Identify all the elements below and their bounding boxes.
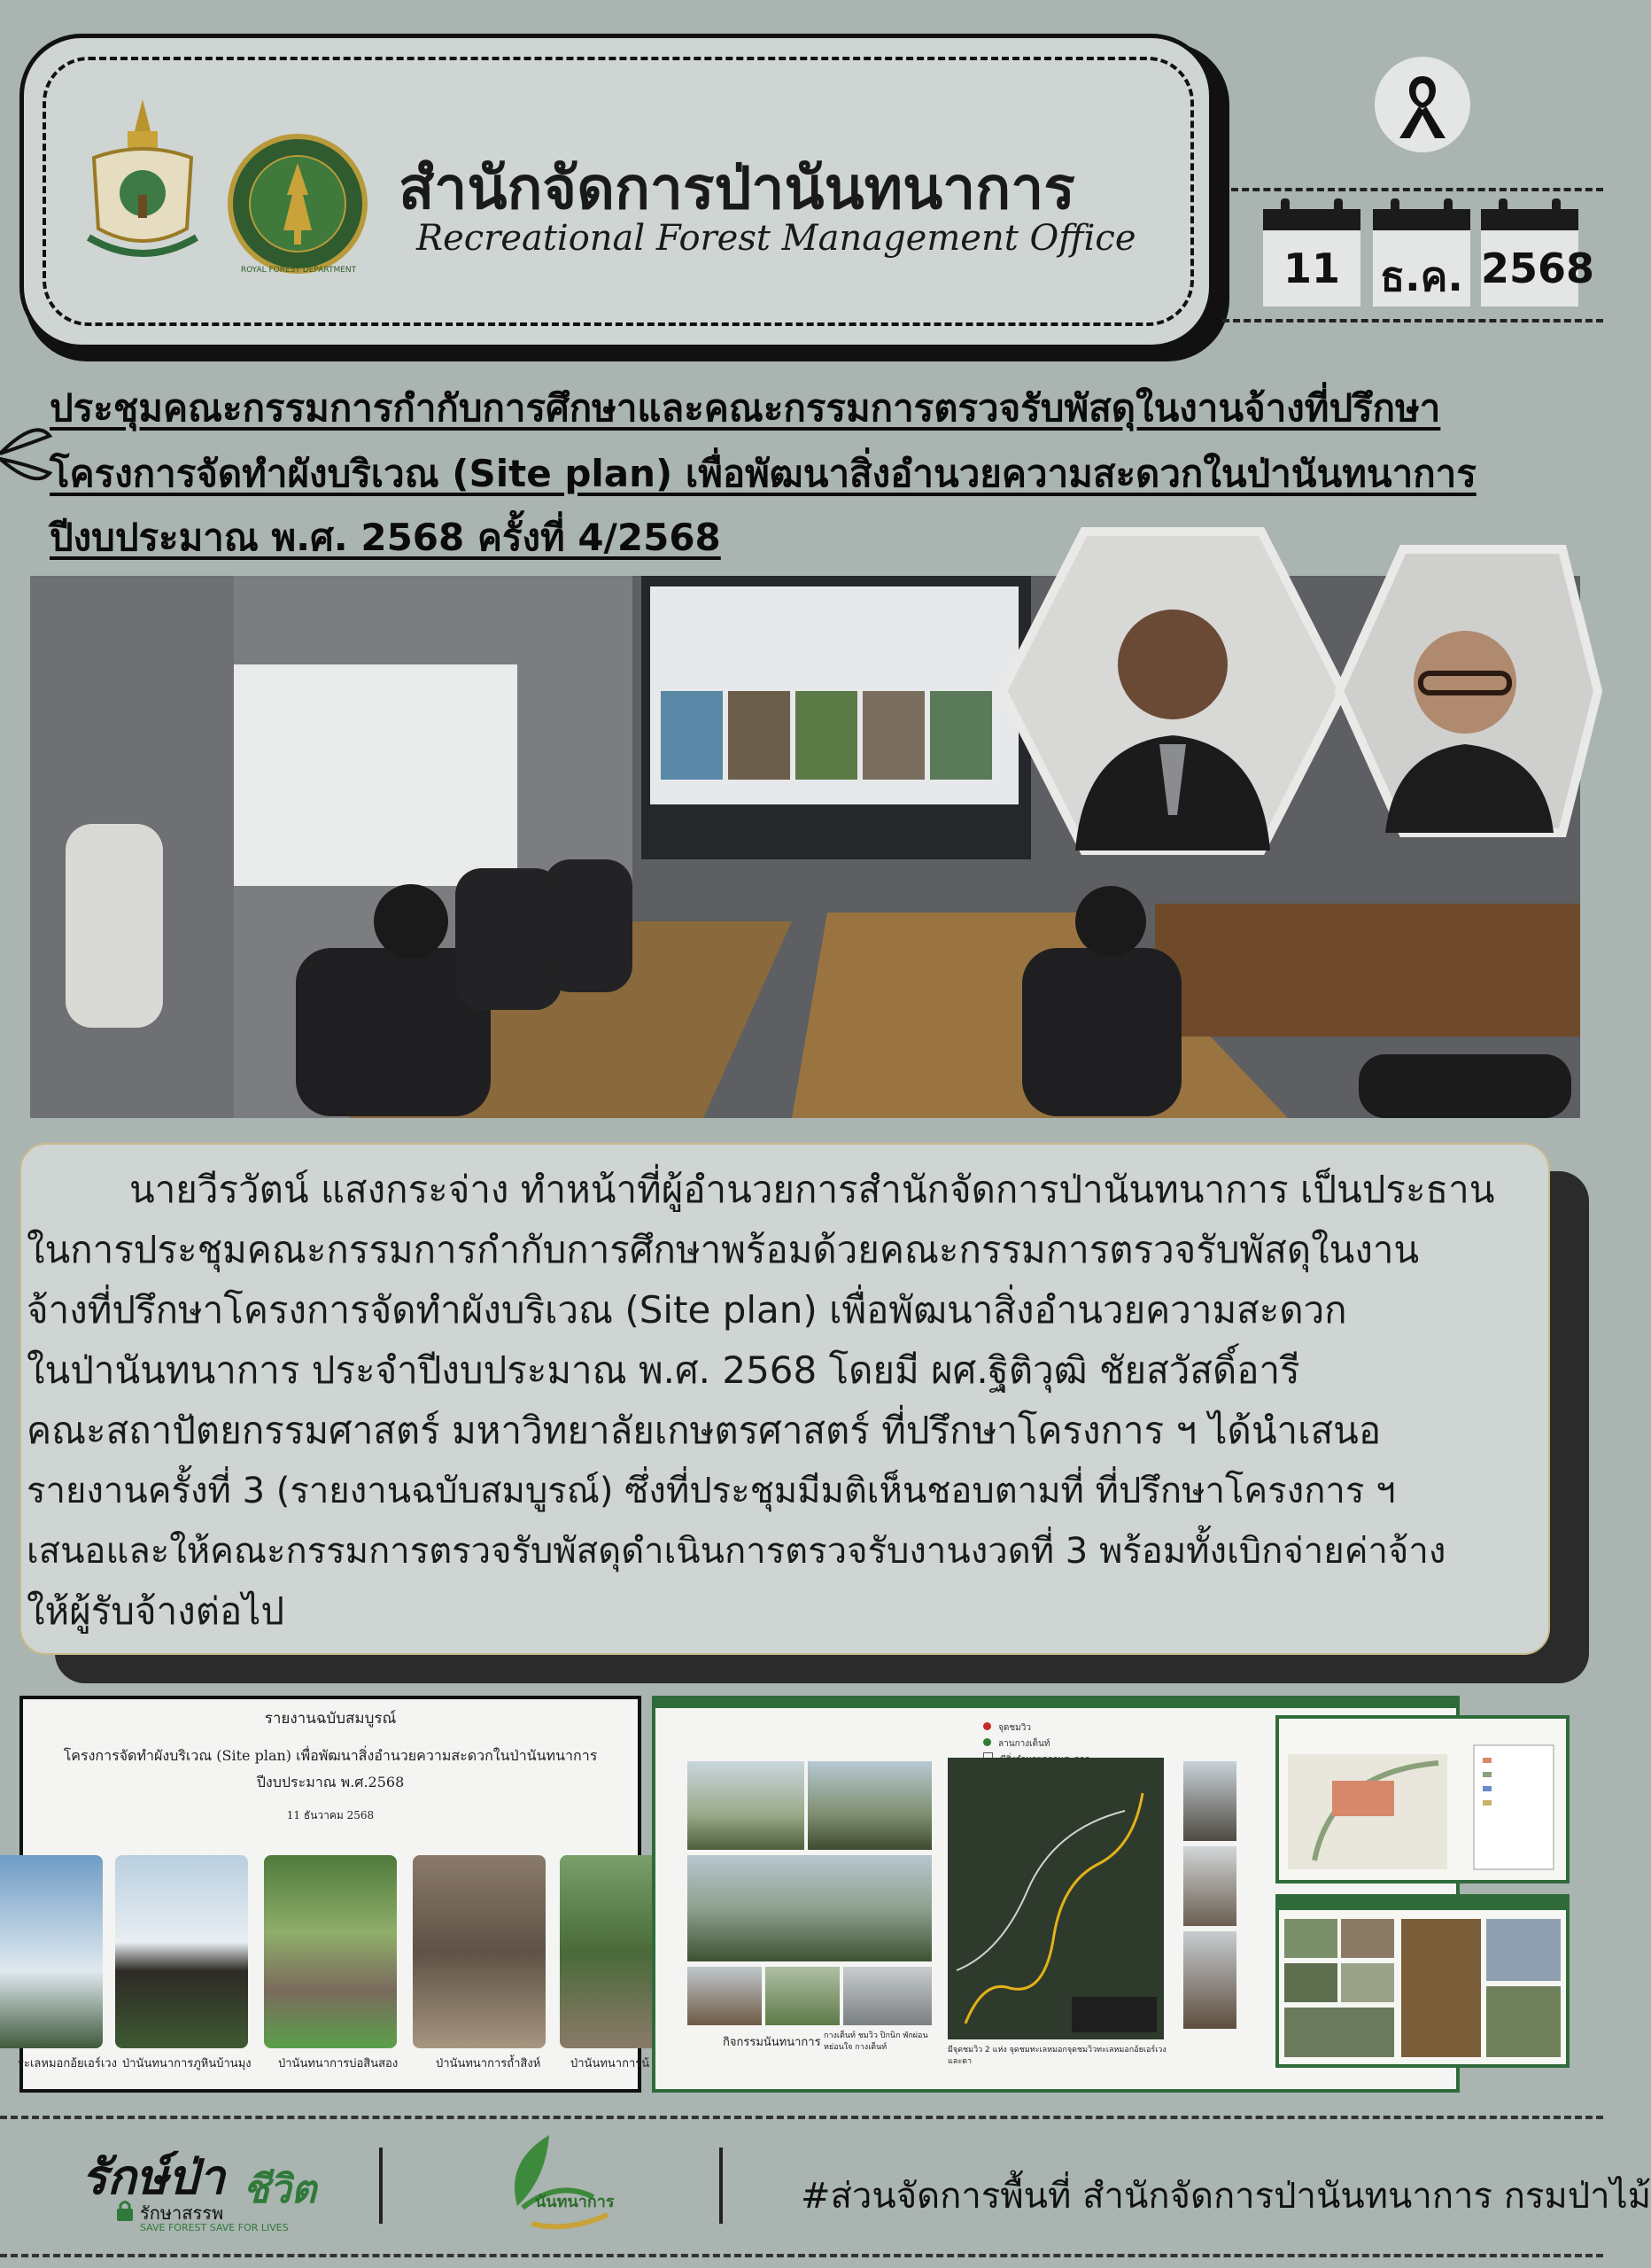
date-day-card <box>1263 209 1360 307</box>
viewpoint-photo-3 <box>687 1855 932 1961</box>
thumbnail-sea-of-mist <box>0 1855 103 2048</box>
body-line-2: ในการประชุมคณะกรรมการกำกับการศึกษาพร้อมด้วยคณะกรรมการตรวจรับพัสดุในงาน <box>27 1228 1420 1271</box>
caption-3: ป่านันทนาการบ่อสินสอง <box>278 2057 399 2070</box>
report-cover-slide <box>18 1696 650 2093</box>
nanthanakan-logo <box>496 2126 620 2241</box>
logo1-main: รักษ์ป่า <box>81 2149 225 2205</box>
photo-collage-drawing <box>1279 1898 1566 2064</box>
logo1-sub: ชีวิต <box>243 2167 317 2212</box>
meeting-photo <box>30 576 1580 1118</box>
date-month-card <box>1373 209 1470 307</box>
ministry-emblem-icon <box>76 96 209 273</box>
site-plan-drawing <box>1279 1719 1566 1880</box>
report-title-line-2: ปีงบประมาณ พ.ศ.2568 <box>256 1774 405 1790</box>
body-line-6: รายงานครั้งที่ 3 (รายงานฉบับสมบูรณ์) ซึ่งที่ประชุมมีมติเห็นชอบตามที่ ที่ปรึกษาโครงการ ฯ <box>27 1471 1396 1511</box>
leaf-decoration-icon <box>0 409 53 498</box>
camp-photo-2 <box>765 1967 840 2025</box>
rak-pa-logo <box>81 2139 338 2236</box>
logo1-tagline: SAVE FOREST SAVE FOR LIVES <box>140 2222 289 2233</box>
slide-title-bar <box>655 1699 1456 1708</box>
legend-dot-camp <box>983 1738 991 1746</box>
office-name-english: Recreational Forest Management Office <box>416 218 1136 259</box>
tower-photo-1 <box>1183 1761 1236 1841</box>
legend-viewpoint: จุดชมวิว <box>998 1723 1031 1733</box>
headline-line-2: โครงการจัดทำผังบริเวณ (Site plan) เพื่อพัฒนาสิ่งอำนวยความสะดวกในป่านันทนาการ <box>50 452 1477 495</box>
headline-line-3: ปีงบประมาณ พ.ศ. 2568 ครั้งที่ 4/2568 <box>50 516 721 559</box>
viewpoint-photo-1 <box>687 1761 804 1850</box>
consultant-portrait-image <box>1332 540 1598 842</box>
date-divider-bottom <box>1222 319 1603 322</box>
lock-icon <box>115 2199 135 2222</box>
chairman-portrait-image <box>996 523 1350 859</box>
body-line-3: จ้างที่ปรึกษาโครงการจัดทำผังบริเวณ (Site plan) เพื่อพัฒนาสิ่งอำนวยความสะดวก <box>27 1288 1347 1332</box>
footer-separator-1 <box>379 2148 383 2224</box>
caption-activity: กิจกรรมนันทนาการ <box>723 2036 821 2049</box>
date-day: 11 <box>1283 245 1340 292</box>
footer-hashtag: #ส่วนจัดการพื้นที่ สำนักจัดการป่านันทนาการ กรมป่าไม้ <box>801 2176 1651 2217</box>
mourning-ribbon-badge <box>1375 57 1470 152</box>
royal-forest-department-seal-icon <box>227 133 368 275</box>
legend-camp: ลานกางเต็นท์ <box>998 1739 1050 1749</box>
body-line-4: ในป่านันทนาการ ประจำปีงบประมาณ พ.ศ. 2568 โดยมี ผศ.ฐิติวุฒิ ชัยสวัสดิ์อารี <box>27 1348 1300 1392</box>
caption-viewpoints: มีจุดชมวิว 2 แห่ง จุดชมทะเลหมอกจุดชมวิวทะเลหมอกอ้ยเอร์เวง และตา <box>948 2046 1167 2066</box>
report-title-line-1: โครงการจัดทำผังบริเวณ (Site plan) เพื่อพัฒนาสิ่งอำนวยความสะดวกในป่านันทนาการ <box>63 1747 598 1764</box>
footer-bottom-border <box>0 2254 1603 2257</box>
body-line-5: คณะสถาปัตยกรรมศาสตร์ มหาวิทยาลัยเกษตรศาสตร์ ที่ปรึกษาโครงการ ฯ ได้นำเสนอ <box>27 1409 1382 1452</box>
date-year: 2568 <box>1481 245 1595 292</box>
date-year-card <box>1481 209 1595 307</box>
photo-collage-mini-slide <box>1275 1894 1570 2068</box>
footer-separator-2 <box>719 2148 723 2224</box>
office-name-thai: สำนักจัดการป่านันทนาการ <box>399 154 1075 222</box>
thumbnail-phu-hin <box>115 1855 248 2048</box>
logo2-text: นันทนาการ <box>535 2193 615 2211</box>
caption-4: ป่านันทนาการถ้ำสิงห์ <box>436 2057 541 2070</box>
forest-leaf-logo-icon <box>496 2126 620 2241</box>
headline-line-1: ประชุมคณะกรรมการกำกับการศึกษาและคณะกรรมการตรวจรับพัสดุในงานจ้างที่ปรึกษา <box>50 386 1441 430</box>
body-line-7: เสนอและให้คณะกรรมการตรวจรับพัสดุดำเนินการตรวจรับงานงวดที่ 3 พร้อมทั้งเบิกจ่ายค่าจ้าง <box>27 1531 1446 1572</box>
caption-1: ระเลหมอกอ้ยเอร์เวง <box>18 2057 117 2070</box>
tower-photo-2 <box>1183 1846 1236 1926</box>
caption-5: ป่านันทนาการน้ <box>570 2057 650 2070</box>
body-line-8: ให้ผู้รับจ้างต่อไป <box>27 1589 285 1633</box>
caption-2: ป่านันทนาการภูหินบ้านมุง <box>122 2057 252 2070</box>
report-date: 11 ธันวาคม 2568 <box>286 1809 375 1821</box>
date-month: ธ.ค. <box>1380 252 1463 300</box>
caption-camp: กางเต็นท์ ชมวิว ปิกนิก พักผ่อนหย่อนใจ กางเต็นท์ <box>824 2031 928 2052</box>
camp-photo-3 <box>843 1967 932 2025</box>
tower-photo-3 <box>1183 1931 1236 2029</box>
date-divider-top <box>1231 188 1603 191</box>
footer-top-border <box>0 2116 1603 2119</box>
site-plan-mini-slide <box>1275 1715 1570 1884</box>
legend-dot-viewpoint <box>983 1722 991 1730</box>
thumbnail-tham-sing <box>413 1855 546 2048</box>
seal-text: ROYAL FOREST DEPARTMENT <box>240 266 357 275</box>
black-ribbon-icon <box>1375 57 1470 152</box>
body-line-1: นายวีรวัตน์ แสงกระจ่าง ทำหน้าที่ผู้อำนวยการสำนักจัดการป่านันทนาการ เป็นประธาน <box>129 1168 1495 1211</box>
logo1-small: รักษาสรรพ <box>140 2202 224 2224</box>
route-map-image <box>948 1758 1164 2039</box>
route-map <box>948 1758 1164 2039</box>
viewpoint-photo-2 <box>808 1761 932 1850</box>
camp-photo-1 <box>687 1967 762 2025</box>
thumbnail-bo-sinsong <box>264 1855 397 2048</box>
report-heading: รายงานฉบับสมบูรณ์ <box>264 1710 397 1728</box>
